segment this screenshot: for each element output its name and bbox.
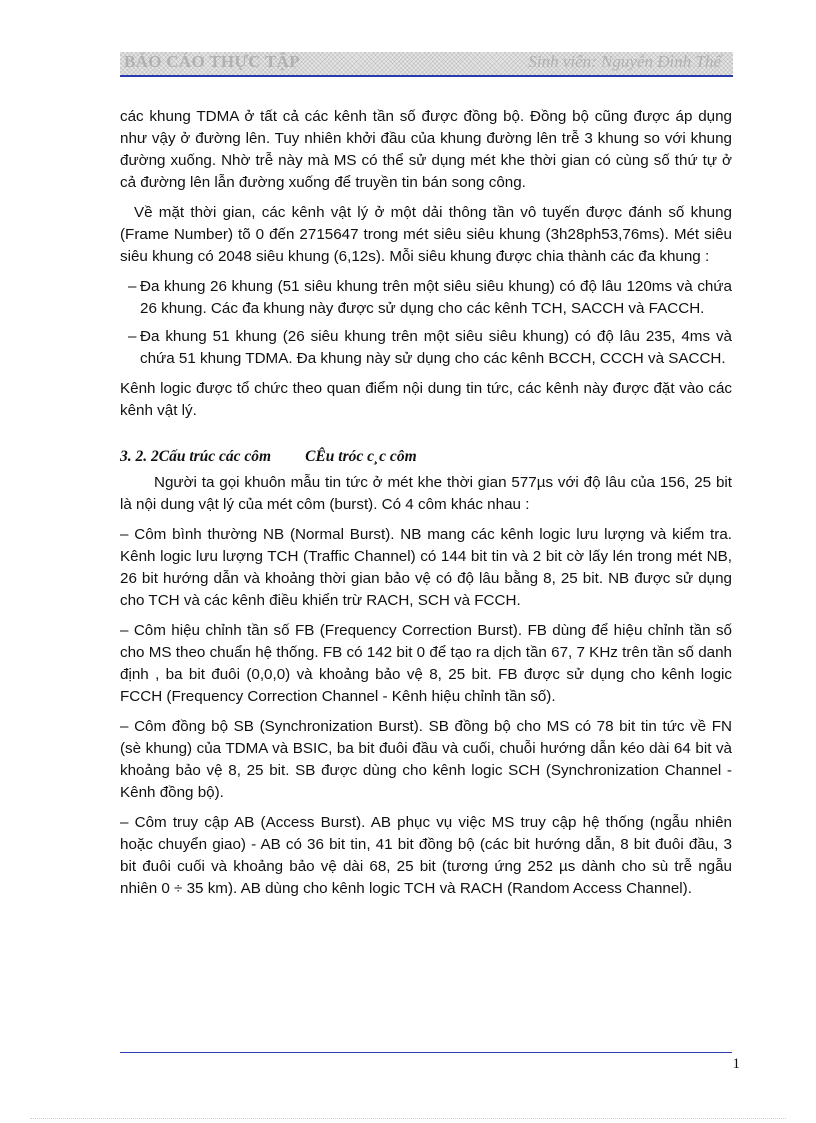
section-title-garbled: CÊu tróc c¸c côm: [305, 448, 417, 465]
page-bottom-border: [30, 1118, 786, 1119]
list-item: – Đa khung 26 khung (51 siêu khung trên một siêu siêu khung) có độ lâu 120ms và chứa 26 khung. Các đa khung này được sử dụng cho các kênh TCH, SACCH và FACCH.: [128, 278, 732, 317]
footer-rule: [120, 1052, 732, 1053]
report-title: BÁO CÁO THỰC TẬP: [124, 52, 300, 71]
header-rule: [120, 75, 733, 77]
student-name: Sinh viên: Nguyễn Đình Thế: [528, 52, 721, 71]
page-number: 1: [732, 1056, 740, 1072]
page-body: [120, 106, 732, 908]
paragraph-burst-intro: Người ta gọi khuôn mẫu tin tức ở mét khe thời gian 577µs với độ lâu của 156, 25 bit là nội dung vật lý của mét côm (burst). Có 4 côm khác nhau :: [120, 474, 732, 513]
list-item: – Đa khung 51 khung (26 siêu khung trên một siêu siêu khung) có độ lâu 235, 4ms và chứa 51 khung TDMA. Đa khung này sử dụng cho các kênh BCCH, CCCH và SACCH.: [128, 328, 732, 367]
paragraph-frame-sync: các khung TDMA ở tất cả các kênh tần số được đồng bộ. Đồng bộ cũng được áp dụng như vậy ở đường lên. Tuy nhiên khởi đầu của khung đường lên trễ 3 khung so với khung đường xuống. Nhờ trễ này mà MS có thể sử dụng mét khe thời gian có cùng số thứ tự ở cả đường lên lẫn đường xuống để truyền tin bán song công.: [120, 108, 732, 191]
paragraph-logic-channels: Kênh logic được tổ chức theo quan điểm nội dung tin tức, các kênh này được đặt vào các kênh vật lý.: [120, 380, 732, 419]
multiframe-list: [120, 276, 732, 370]
section-heading: [120, 446, 732, 468]
burst-synchronization: – Côm đồng bộ SB (Synchronization Burst). SB đồng bộ cho MS có 78 bit tin tức về FN (sè khung) của TDMA và BSIC, ba bit đuôi đầu và cuối, chuỗi hướng dẫn kéo dài 64 bit và khoảng bảo vệ 8, 25 bit. SB được dùng cho kênh logic SCH (Synchronization Channel - Kênh đồng bộ).: [120, 718, 732, 801]
burst-frequency-correction: – Côm hiệu chỉnh tần số FB (Frequency Correction Burst). FB dùng để hiệu chỉnh tần số cho MS theo chuẩn hệ thống. FB có 142 bit 0 để tạo ra dịch tần 67, 7 KHz trên tần số danh định , ba bit đuôi (0,0,0) và khoảng bảo vệ 8, 25 bit. FB được sử dụng cho kênh logic FCCH (Frequency Correction Channel - Kênh hiệu chỉnh tần số).: [120, 622, 732, 705]
burst-access: – Côm truy cập AB (Access Burst). AB phục vụ việc MS truy cập hệ thống (ngẫu nhiên hoặc chuyển giao) - AB có 36 bit tin, 41 bit đồng bộ (các bit hướng dẫn, 8 bit đuôi đầu, 3 bit đuôi cuối và khoảng bảo vệ dài 68, 25 bit (tương ứng 252 µs dành cho sù trễ ngẫu nhiên 0 ÷ 35 km). AB dùng cho kênh logic TCH và RACH (Random Access Channel).: [120, 814, 732, 897]
section-title: 3. 2. 2Cấu trúc các côm: [120, 448, 272, 465]
paragraph-frame-number: Về mặt thời gian, các kênh vật lý ở một dải thông tần vô tuyến được đánh số khung (Frame Number) tõ 0 đến 2715647 trong mét siêu siêu khung (3h28ph53,76ms). Mét siêu siêu khung có 2048 siêu khung (6,12s). Mỗi siêu khung được chia thành các đa khung :: [120, 204, 732, 265]
burst-normal: – Côm bình thường NB (Normal Burst). NB mang các kênh logic lưu lượng và kiểm tra. Kênh logic lưu lượng TCH (Traffic Channel) có 144 bit tin và 2 bit cờ lấy lén trong mét NB, 26 bit hướng dẫn và khoảng thời gian bảo vệ có độ lâu bằng 8, 25 bit. NB được sử dụng cho TCH và các kênh điều khiển trừ RACH, SCH và FCCH.: [120, 526, 732, 609]
